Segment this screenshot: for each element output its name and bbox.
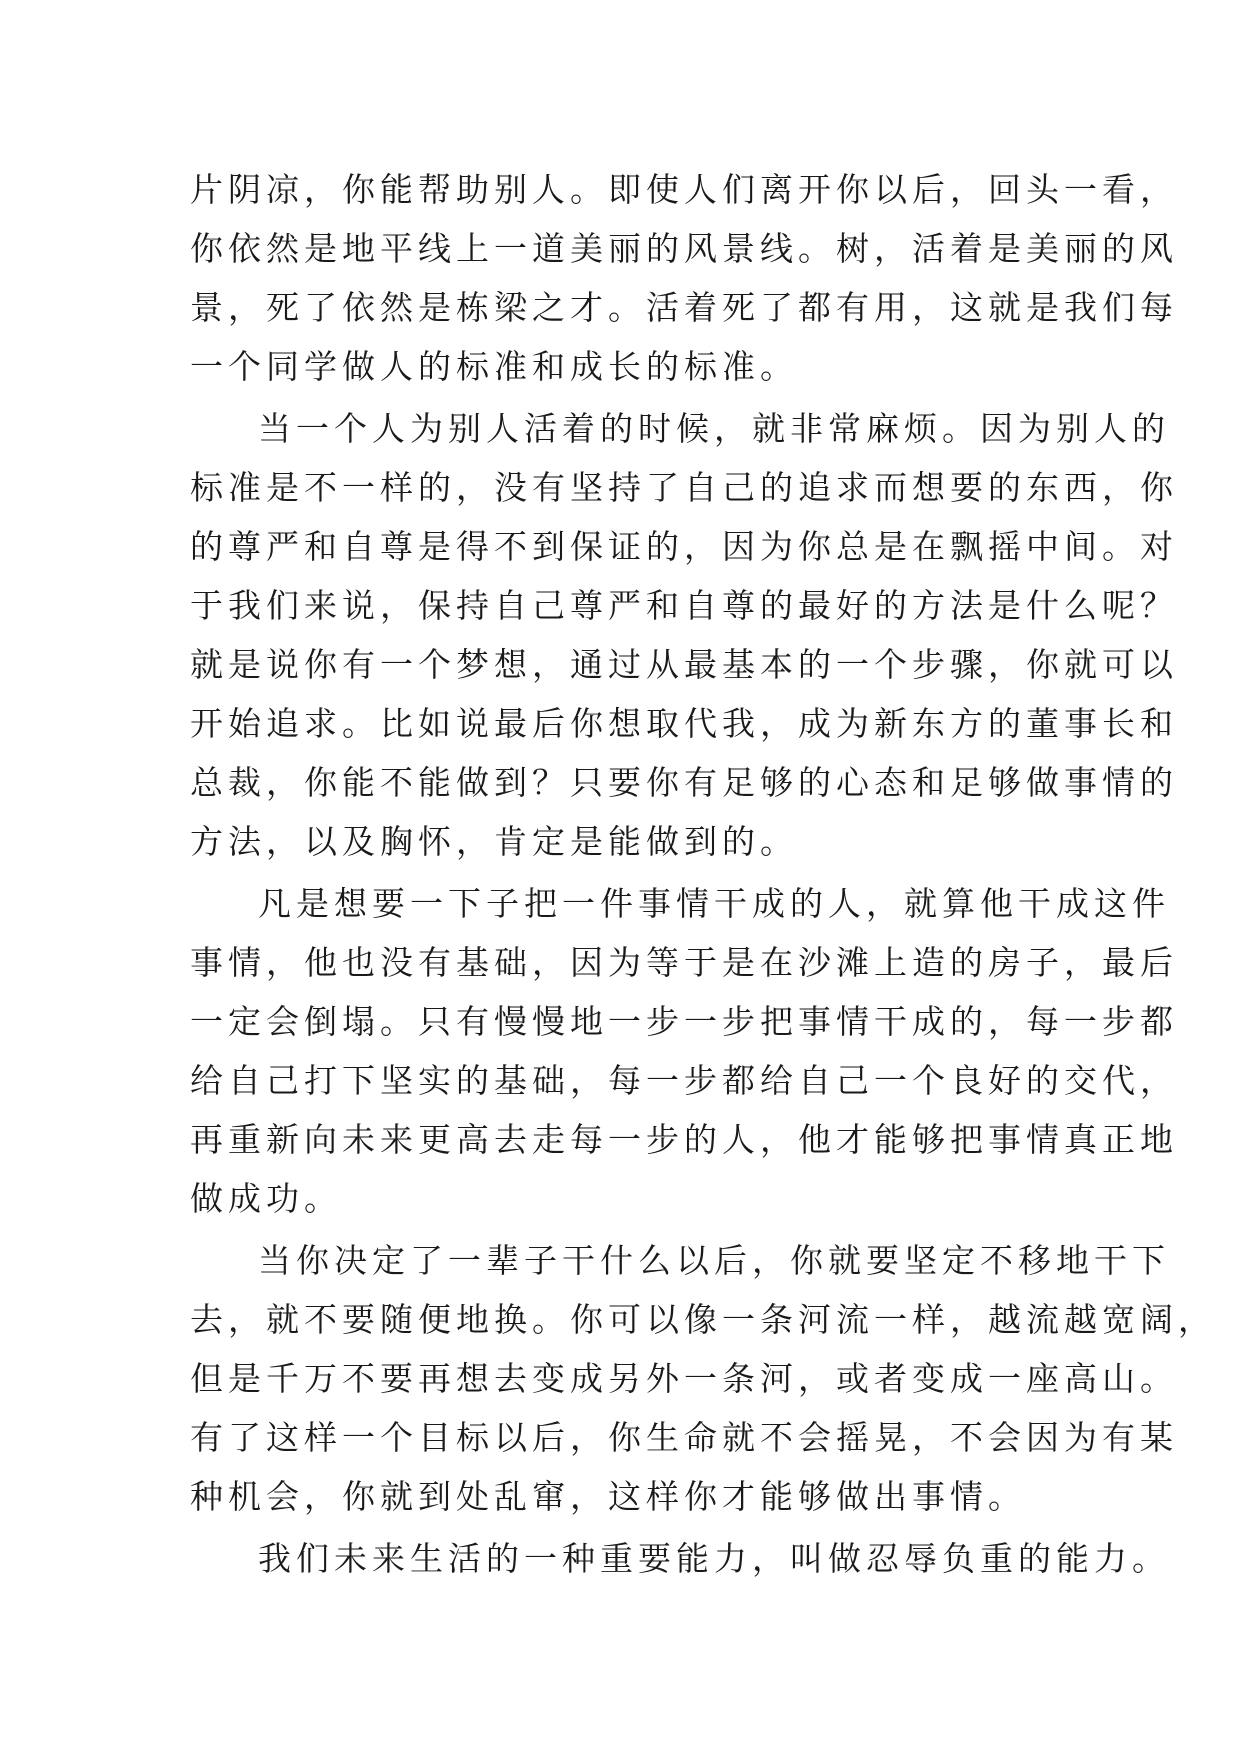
text-line: 标准是不一样的，没有坚持了自己的追求而想要的东西，你: [190, 468, 1178, 507]
paragraph: [190, 1231, 1216, 1526]
paragraph: [190, 874, 1178, 1228]
text-line: 开始追求。比如说最后你想取代我，成为新东方的董事长和: [190, 704, 1178, 743]
text-line: 再重新向未来更高去走每一步的人，他才能够把事情真正地: [190, 1120, 1178, 1159]
text-line: 给自己打下坚实的基础，每一步都给自己一个良好的交代，: [190, 1061, 1178, 1100]
text-line: 你依然是地平线上一道美丽的风景线。树，活着是美丽的风: [190, 229, 1178, 268]
text-line: 景，死了依然是栋梁之才。活着死了都有用，这就是我们每: [190, 288, 1178, 327]
text-line: 有了这样一个目标以后，你生命就不会摇晃，不会因为有某: [190, 1418, 1178, 1457]
text-line: 的尊严和自尊是得不到保证的，因为你总是在飘摇中间。对: [190, 527, 1178, 566]
text-line: 我们未来生活的一种重要能力，叫做忍辱负重的能力。: [258, 1539, 1170, 1578]
text-line: 当你决定了一辈子干什么以后，你就要坚定不移地干下: [258, 1241, 1170, 1280]
text-line: 就是说你有一个梦想，通过从最基本的一个步骤，你就可以: [190, 645, 1178, 684]
text-line: 但是千万不要再想去变成另外一条河，或者变成一座高山。: [190, 1359, 1178, 1398]
paragraph: [190, 1529, 1170, 1588]
text-line: 凡是想要一下子把一件事情干成的人，就算他干成这件: [258, 884, 1170, 923]
text-line: 当一个人为别人活着的时候，就非常麻烦。因为别人的: [258, 409, 1170, 448]
text-line: 片阴凉，你能帮助别人。即使人们离开你以后，回头一看，: [190, 170, 1178, 209]
text-line: 一定会倒塌。只有慢慢地一步一步把事情干成的，每一步都: [190, 1002, 1178, 1041]
text-line: 去，就不要随便地换。你可以像一条河流一样，越流越宽阔，: [190, 1300, 1216, 1339]
text-line: 做成功。: [190, 1179, 342, 1218]
text-line: 一个同学做人的标准和成长的标准。: [190, 347, 798, 386]
text-line: 于我们来说，保持自己尊严和自尊的最好的方法是什么呢？: [190, 586, 1178, 625]
text-line: 方法，以及胸怀，肯定是能做到的。: [190, 822, 798, 861]
paragraph: [190, 399, 1178, 871]
paragraph: [190, 160, 1178, 396]
text-line: 种机会，你就到处乱窜，这样你才能够做出事情。: [190, 1477, 1026, 1516]
text-line: 总裁，你能不能做到？只要你有足够的心态和足够做事情的: [190, 763, 1178, 802]
text-line: 事情，他也没有基础，因为等于是在沙滩上造的房子，最后: [190, 943, 1178, 982]
document-body: [190, 160, 1216, 1588]
